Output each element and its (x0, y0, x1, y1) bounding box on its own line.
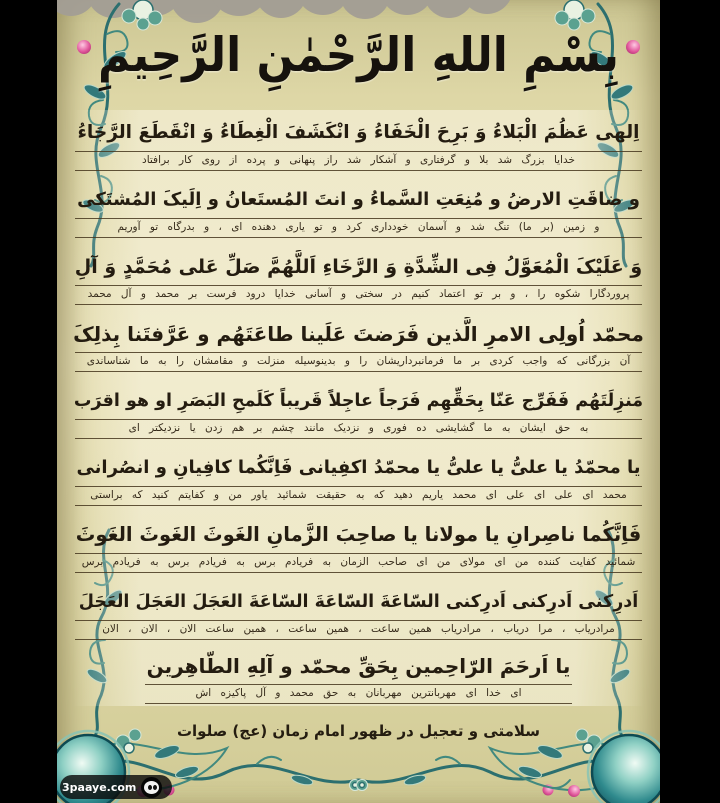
verse-translation: پروردگارا شکوه را ، و بر تو اعتماد کنیم در سختی و آسانی خدایا درود فرست بر محمد و آل محمد (87, 288, 630, 300)
site-watermark (60, 775, 172, 799)
verse-translation: مرادریاب ، مرا دریاب ، مرادریاب همین ساعت ، همین ساعت ، همین ساعت الان ، الان ، الان (102, 623, 615, 635)
verse-translation: آن بزرگانی که واجب کردی بر ما فرمانبرداریشان را و بدینوسیله منزلت و مقامشان را به ما شناساندی (86, 355, 631, 367)
verse-block (73, 177, 644, 244)
verse-block (73, 378, 644, 445)
divider (75, 304, 642, 305)
verse-arabic-text: اَدرِکنی اَدرِکنی اَدرِکنی السّاعَةَ السّاعَةَ السّاعَةَ العَجَلَ العَجَلَ العَجَلَ (78, 592, 639, 612)
verse-translation: محمد ای علی ای علی ای محمد یاریم دهید که به حقیقت شمائید یاور من و کفایتم کنید که براستی (90, 489, 627, 501)
verse-block (73, 311, 644, 378)
verse-arabic-text: و ضاقَتِ الارضُ و مُنِعَتِ السَّماءُ و انتَ المُستَعانُ و اِلَیکَ المُشتَکی (77, 189, 640, 210)
watermark-text: 3paaye.com (62, 780, 137, 794)
verse-block (73, 512, 644, 579)
verse-arabic-text: فَاِنَّکُما ناصِرانِ یا مولانا یا صاحِبَ الزَّمانِ الغَوثَ الغَوثَ الغَوثَ (75, 523, 642, 546)
panda-icon (141, 777, 162, 798)
verse-block (73, 445, 644, 512)
footer-slogan: سلامتی و تعجیل در ظهور امام زمان (عج) صلوات (176, 722, 541, 740)
verse-block (73, 244, 644, 311)
verse-arabic-text: یا اَرحَمَ الرّاحِمین بِحَقِّ محمّد و آلِهِ الطّاهِرین (146, 653, 571, 678)
divider (75, 170, 642, 171)
prayer-content (57, 0, 660, 803)
divider (75, 371, 642, 372)
verse-translation: به حق ایشان به ما گشایشی ده فوری و نزدیک مانند چشم بر هم زدن یا نزدیکتر ای (128, 422, 589, 434)
divider (75, 505, 642, 506)
verse-block (73, 110, 644, 177)
verse-arabic-text: محمّد اُولِی الامرِ الَّذین فَرَضتَ عَلَینا طاعَتَهُم و عَرَّفتَنا بِذلِکَ (73, 322, 644, 346)
verse-arabic-text: یا محمّدُ یا علیُّ یا علیُّ یا محمّدُ اکفِیانی فَاِنَّکُما کافِیانِ و انصُرانی (76, 457, 641, 478)
verse-arabic-text: مَنزِلَتَهُم فَفَرِّج عَنّا بِحَقِّهِم فَرَجاً عاجِلاً قَریباً کَلَمحِ البَصَرِ او هو اقرَب (73, 391, 644, 411)
verse-translation: خدایا بزرگ شد بلا و گرفتاری و آشکار شد راز پنهانی و پرده از روی کار برافتاد (142, 154, 575, 166)
verse-list (57, 110, 660, 706)
verse-translation: ای خدا ای مهربانترین مهربانان به حق محمد و آل پاکیزه اش (195, 686, 522, 699)
verse-arabic-text: اِلهی عَظُمَ الْبَلاءُ وَ بَرِحَ الْخَفَاءُ وَ انْکَشَفَ الْغِطَاءُ وَ انْقَطَعَ الرَّجَاءُ (77, 122, 640, 143)
verse-arabic-text: وَ عَلَیْکَ الْمُعَوَّلُ فِی الشِّدَّةِ وَ الرَّخَاءِ اَللَّهُمَّ صَلِّ عَلی مُحَمَّدٍ وَ آلِ (74, 256, 643, 278)
verse-translation: و زمین (بر ما) تنگ شد و آسمان خودداری کرد و تو یاری دهنده ای ، و بدرگاه تو آوریم (117, 221, 600, 233)
divider (75, 639, 642, 640)
divider (75, 438, 642, 439)
divider (145, 703, 572, 704)
divider (75, 237, 642, 238)
divider (75, 572, 642, 573)
verse-block (73, 646, 644, 706)
bismillah-calligraphy: بِسْمِ اللهِ الرَّحْمٰنِ الرَّحِیمِ (98, 27, 619, 83)
verse-translation: شمائید کفایت کننده من ای مولای من ای صاحب الزمان به فریادم برس به فریادم برس به فریادم برس (81, 556, 636, 568)
verse-block (73, 579, 644, 646)
